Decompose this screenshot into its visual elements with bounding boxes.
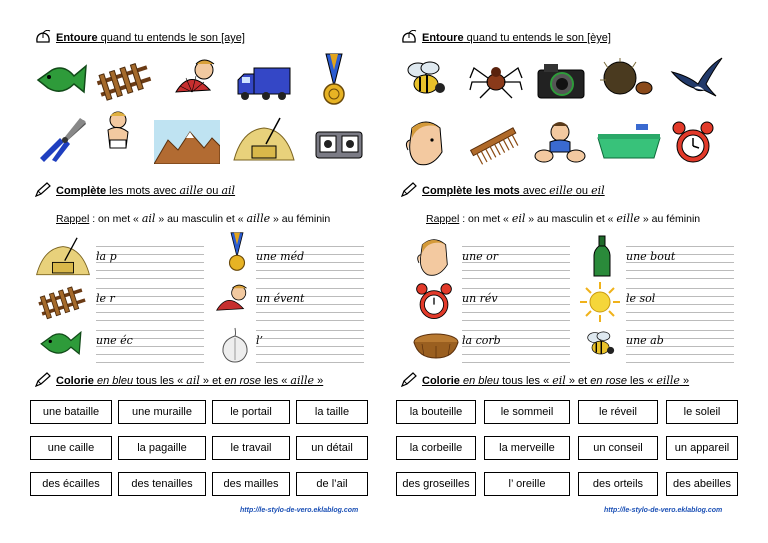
medal-icon xyxy=(222,230,252,276)
word-box[interactable]: la bouteille xyxy=(396,400,476,424)
truck-icon xyxy=(236,60,292,106)
word-box[interactable]: la corbeille xyxy=(396,436,476,460)
section-title-colorie: Colorie en bleu tous les « ail » et en rose les « aille » xyxy=(34,372,323,388)
fill-line[interactable]: le r xyxy=(96,284,204,322)
haystack-icon xyxy=(232,116,296,166)
baby-icon xyxy=(96,110,152,156)
word-box[interactable]: le sommeil xyxy=(484,400,570,424)
mouse-icon xyxy=(34,30,52,46)
fan-lady-icon xyxy=(170,56,226,102)
bee-icon xyxy=(582,324,622,364)
pencil-icon xyxy=(34,182,52,198)
word-box[interactable]: la taille xyxy=(296,400,368,424)
pliers-icon xyxy=(34,116,90,162)
bee-icon xyxy=(400,56,456,102)
word-box[interactable]: un conseil xyxy=(578,436,658,460)
word-box[interactable]: des orteils xyxy=(578,472,658,496)
word-box[interactable]: un appareil xyxy=(666,436,738,460)
word-box[interactable]: des groseilles xyxy=(396,472,476,496)
fill-line[interactable]: une or xyxy=(462,242,570,280)
site-url[interactable]: http://le-stylo-de-vero.eklablog.com xyxy=(604,507,723,514)
word-box[interactable]: des tenailles xyxy=(118,472,206,496)
pencil-icon xyxy=(34,372,52,388)
pencil-icon xyxy=(400,182,418,198)
rappel-text: Rappel : on met « ail » au masculin et « aille » au féminin xyxy=(56,212,331,225)
ear-face-icon xyxy=(414,236,454,280)
fill-line[interactable]: la p xyxy=(96,242,204,280)
right-worksheet xyxy=(384,0,768,543)
section-title-complete: Complète les mots avec eille ou eil xyxy=(400,182,605,198)
pencil-icon xyxy=(400,372,418,388)
rail-track-icon xyxy=(96,58,152,104)
fill-line[interactable]: le sol xyxy=(626,284,734,322)
fill-line[interactable]: la corb xyxy=(462,326,570,364)
fish-icon xyxy=(36,324,86,362)
fill-line[interactable]: une bout xyxy=(626,242,734,280)
fill-line[interactable]: une méd xyxy=(256,242,364,280)
entoure-label: Entoure xyxy=(56,32,98,44)
hedgehog-icon xyxy=(600,58,656,104)
word-box[interactable]: le portail xyxy=(212,400,290,424)
mouse-icon xyxy=(400,30,418,46)
word-box[interactable]: un détail xyxy=(296,436,368,460)
garlic-icon xyxy=(218,324,252,364)
section-title-entoure: Entoure quand tu entends le son [èye] xyxy=(400,30,611,46)
word-box[interactable]: une muraille xyxy=(118,400,206,424)
alarm-clock-icon xyxy=(414,280,454,324)
fill-line[interactable]: un rév xyxy=(462,284,570,322)
comb-icon xyxy=(468,124,524,170)
word-box[interactable]: une bataille xyxy=(30,400,112,424)
bathtub-icon xyxy=(596,124,662,164)
section-title-complete: Complète les mots avec aille ou ail xyxy=(34,182,235,198)
word-box[interactable]: de l’ail xyxy=(296,472,368,496)
word-box[interactable]: une caille xyxy=(30,436,112,460)
section-title-entoure: Entoure quand tu entends le son [aye] xyxy=(34,30,245,46)
site-url[interactable]: http://le-stylo-de-vero.eklablog.com xyxy=(240,507,359,514)
alarm-clock-icon xyxy=(670,118,716,168)
fill-line[interactable]: une ab xyxy=(626,326,734,364)
fill-line[interactable]: l’ xyxy=(256,326,364,364)
swallow-icon xyxy=(668,54,724,100)
rail-track-icon xyxy=(34,282,90,322)
fill-line[interactable]: un évent xyxy=(256,284,364,322)
word-box[interactable]: la pagaille xyxy=(118,436,206,460)
fish-icon xyxy=(34,56,90,102)
fan-lady-icon xyxy=(212,280,256,320)
word-box[interactable]: des mailles xyxy=(212,472,290,496)
word-box[interactable]: la merveille xyxy=(484,436,570,460)
ear-face-icon xyxy=(402,118,450,170)
word-box[interactable]: des écailles xyxy=(30,472,112,496)
word-box[interactable]: l’ oreille xyxy=(484,472,570,496)
word-box[interactable]: le travail xyxy=(212,436,290,460)
word-box[interactable]: le soleil xyxy=(666,400,738,424)
fill-line[interactable]: une éc xyxy=(96,326,204,364)
section-title-colorie: Colorie en bleu tous les « eil » et en rose les « eille » xyxy=(400,372,689,388)
mountains-icon xyxy=(154,120,220,164)
rappel-text: Rappel : on met « eil » au masculin et « eille » au féminin xyxy=(426,212,701,225)
pencil-sharpener-icon xyxy=(312,124,366,164)
bottle-icon xyxy=(590,234,614,278)
word-box[interactable]: des abeilles xyxy=(666,472,738,496)
spider-icon xyxy=(468,56,524,102)
haystack-icon xyxy=(34,236,92,280)
camera-icon xyxy=(534,58,590,104)
medal-icon xyxy=(314,52,354,110)
sun-icon xyxy=(578,280,622,324)
word-box[interactable]: le réveil xyxy=(578,400,658,424)
toes-boy-icon xyxy=(532,118,588,164)
basket-icon xyxy=(412,328,460,362)
